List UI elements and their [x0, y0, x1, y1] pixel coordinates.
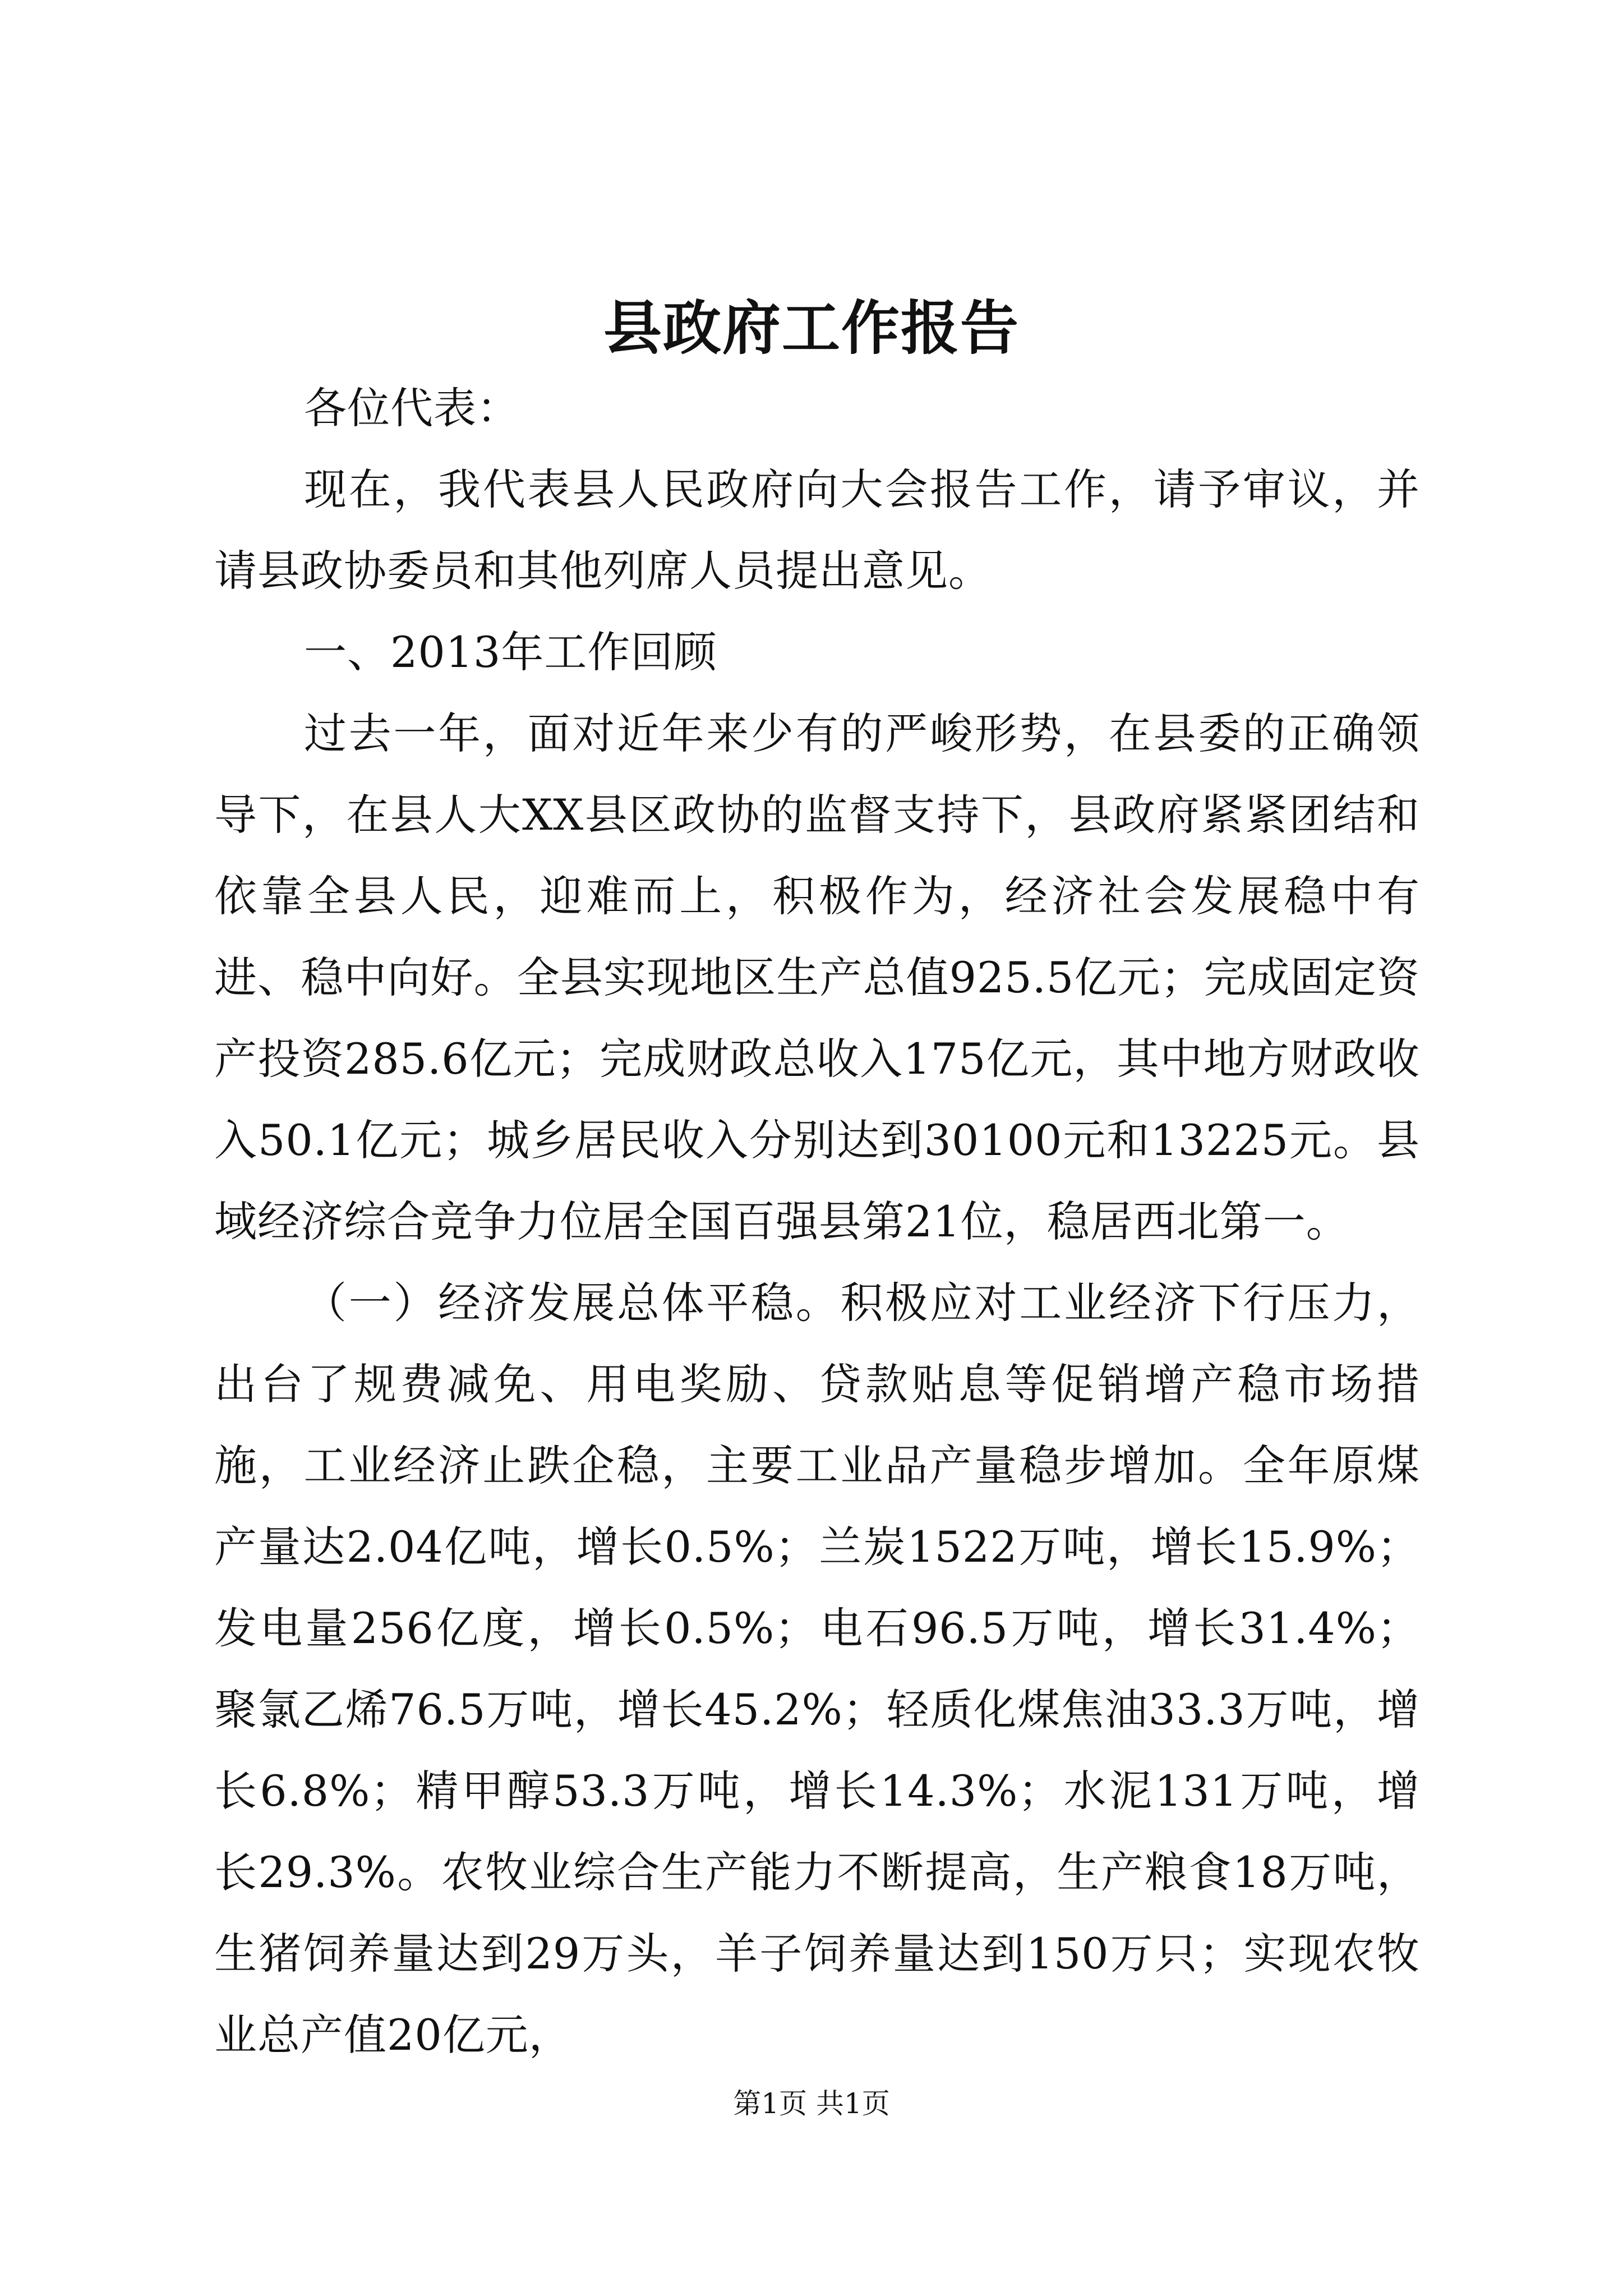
document-title: 县政府工作报告 [603, 293, 1020, 362]
page-footer: 第1页 共1页 [733, 2087, 890, 2120]
section-heading: 一、2013年工作回顾 [304, 627, 717, 677]
salutation-paragraph: 各位代表： [304, 383, 520, 433]
intro-paragraph: 现在，我代表县人民政府向大会报告工作，请予审议，并请县政协委员和其他列席人员提出意见。 [214, 464, 1420, 596]
document-body [214, 367, 1420, 2076]
economy-paragraph: （一）经济发展总体平稳。积极应对工业经济下行压力，出台了规费减免、用电奖励、贷款贴息等促销增产稳市场措施，工业经济止跌企稳，主要工业品产量稳步增加。全年原煤产量达2.04亿吨，增长0.5%；兰炭1522万吨，增长15.9%；发电量256亿度，增长0.5%；电石96.5万吨，增长31.4%；聚氯乙烯76.5万吨，增长45.2%；轻质化煤焦油33.3万吨，增长6.8%；精甲醇53.3万吨，增长14.3%；水泥131万吨，增长29.3%。农牧业综合生产能力不断提高，生产粮食18万吨，生猪饲养量达到29万头，羊子饲养量达到150万只；实现农牧业总产值20亿元， [214, 1278, 1420, 2060]
review-paragraph: 过去一年，面对近年来少有的严峻形势，在县委的正确领导下，在县人大XX县区政协的监督支持下，县政府紧紧团结和依靠全县人民，迎难而上，积极作为，经济社会发展稳中有进、稳中向好。全县实现地区生产总值925.5亿元；完成固定资产投资285.6亿元；完成财政总收入175亿元，其中地方财政收入50.1亿元；城乡居民收入分别达到30100元和13225元。县域经济综合竞争力位居全国百强县第21位，稳居西北第一。 [214, 708, 1420, 1246]
